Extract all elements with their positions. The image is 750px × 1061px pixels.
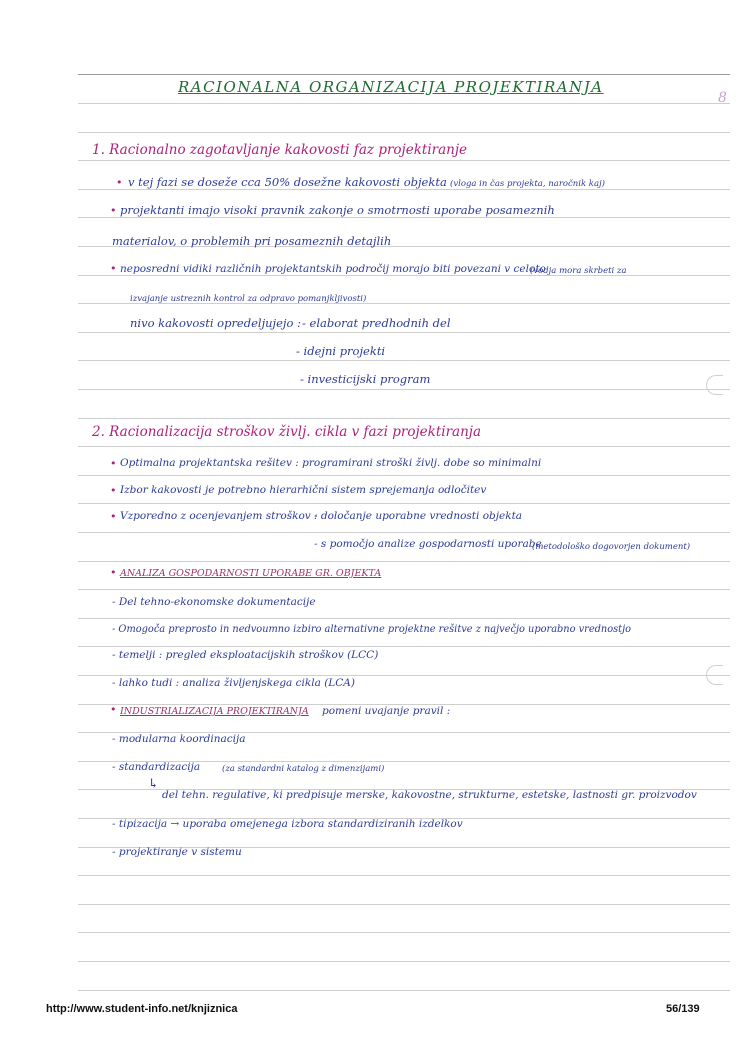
section2-heading: 2. Racionalizacija stroškov življ. cikla v fazi projektiranja xyxy=(92,424,482,440)
s2-bullet3-item1: - določanje uporabne vrednosti objekta xyxy=(314,510,523,522)
bullet-dot: • xyxy=(110,566,117,579)
ind-line1: - modularna koordinacija xyxy=(112,733,246,745)
ruled-line xyxy=(78,389,730,390)
bullet-dot: • xyxy=(116,176,123,189)
ruled-line xyxy=(78,561,730,562)
ruled-line xyxy=(78,189,730,190)
bullet-dot: • xyxy=(110,457,117,470)
ruled-line xyxy=(78,618,730,619)
s1-bullet3-line2: izvajanje ustreznih kontrol za odpravo pomanjkljivosti) xyxy=(130,294,367,304)
ruled-line xyxy=(78,446,730,447)
analiza-line1: - Del tehno-ekonomske dokumentacije xyxy=(112,596,316,608)
industrializacija-heading: INDUSTRIALIZACIJA PROJEKTIRANJA xyxy=(120,706,309,717)
ind-line2: - standardizacija xyxy=(112,761,201,773)
analiza-line3: - temelji : pregled eksploatacijskih stroškov (LCC) xyxy=(112,649,379,661)
s1-bullet3-line1: neposredni vidiki različnih projektantskih področij morajo biti povezani v celoto xyxy=(120,263,546,275)
s1-item-1: - elaborat predhodnih del xyxy=(302,316,451,330)
s2-bullet2: Izbor kakovosti je potrebno hierarhični sistem sprejemanja odločitev xyxy=(120,484,487,496)
footer-url: http://www.student-info.net/knjiznica xyxy=(46,1003,238,1015)
ruled-line xyxy=(78,132,730,133)
punch-hole xyxy=(706,375,723,395)
page-title: RACIONALNA ORGANIZACIJA PROJEKTIRANJA xyxy=(178,78,604,96)
ruled-line xyxy=(78,503,730,504)
ruled-line xyxy=(78,589,730,590)
ruled-line xyxy=(78,160,730,161)
s2-bullet3: Vzporedno z ocenjevanjem stroškov : xyxy=(120,510,318,522)
ruled-line xyxy=(78,990,730,991)
margin-mark: 8 xyxy=(718,90,727,106)
s2-bullet1: Optimalna projektantska rešitev : programirani stroški življ. dobe so minimalni xyxy=(120,457,542,469)
ruled-line xyxy=(78,360,730,361)
s1-item-2: - idejni projekti xyxy=(296,344,386,358)
analiza-line2: - Omogoča preprosto in nedvoumno izbiro alternativne projektne rešitve z največjo uporabno vrednostjo xyxy=(112,624,632,635)
s2-bullet3-item2: - s pomočjo analize gospodarnosti uporabe xyxy=(314,538,542,550)
s1-item-3: - investicijski program xyxy=(300,372,431,386)
bullet-dot: • xyxy=(110,484,117,497)
ruled-line xyxy=(78,875,730,876)
ruled-line xyxy=(78,904,730,905)
punch-hole xyxy=(706,665,723,685)
ind-line2-note: (za standardni katalog z dimenzijami) xyxy=(222,764,385,774)
s1-bullet1: v tej fazi se doseže cca 50% dosežne kakovosti objekta xyxy=(128,175,447,189)
top-rule xyxy=(78,74,730,75)
bullet-dot: • xyxy=(110,204,117,217)
analiza-line4: - lahko tudi : analiza življenjskega cikla (LCA) xyxy=(112,677,355,689)
bullet-dot: • xyxy=(110,703,117,716)
bullet-dot: • xyxy=(110,262,117,275)
ruled-line xyxy=(78,532,730,533)
analiza-heading: ANALIZA GOSPODARNOSTI UPORABE GR. OBJEKTA xyxy=(120,568,382,579)
s1-bullet2-line1: projektanti imajo visoki pravnik zakonje o smotrnosti uporabe posameznih xyxy=(120,203,555,217)
section1-heading: 1. Racionalno zagotavljanje kakovosti faz projektiranje xyxy=(92,142,468,158)
ruled-line xyxy=(78,217,730,218)
ruled-line xyxy=(78,332,730,333)
s1-bullet1-note: (vloga in čas projekta, naročnik kaj) xyxy=(450,179,605,189)
ind-line2-detail: del tehn. regulative, ki predpisuje merske, kakovostne, strukturne, estetske, lastnosti gr. proizvodov xyxy=(162,789,697,801)
ruled-line xyxy=(78,418,730,419)
s1-bullet2-line2: materialov, o problemih pri posameznih detajlih xyxy=(112,234,392,248)
s1-bullet3-note: (vodja mora skrbeti za xyxy=(530,266,627,276)
s2-bullet3-note: (metodološko dogovorjen dokument) xyxy=(532,542,691,552)
ind-line4: - projektiranje v sistemu xyxy=(112,846,242,858)
bullet-dot: • xyxy=(110,510,117,523)
ruled-line xyxy=(78,961,730,962)
industrializacija-heading-rest: pomeni uvajanje pravil : xyxy=(322,705,451,717)
ind-line3: - tipizacija → uporaba omejenega izbora standardiziranih izdelkov xyxy=(112,818,463,830)
ruled-line xyxy=(78,646,730,647)
arrow-icon: ↳ xyxy=(148,777,159,792)
ruled-line xyxy=(78,103,730,104)
s1-nivo: nivo kakovosti opredeljujejo : xyxy=(130,316,301,330)
ruled-line xyxy=(78,475,730,476)
footer-page-number: 56/139 xyxy=(666,1003,700,1015)
ruled-line xyxy=(78,932,730,933)
